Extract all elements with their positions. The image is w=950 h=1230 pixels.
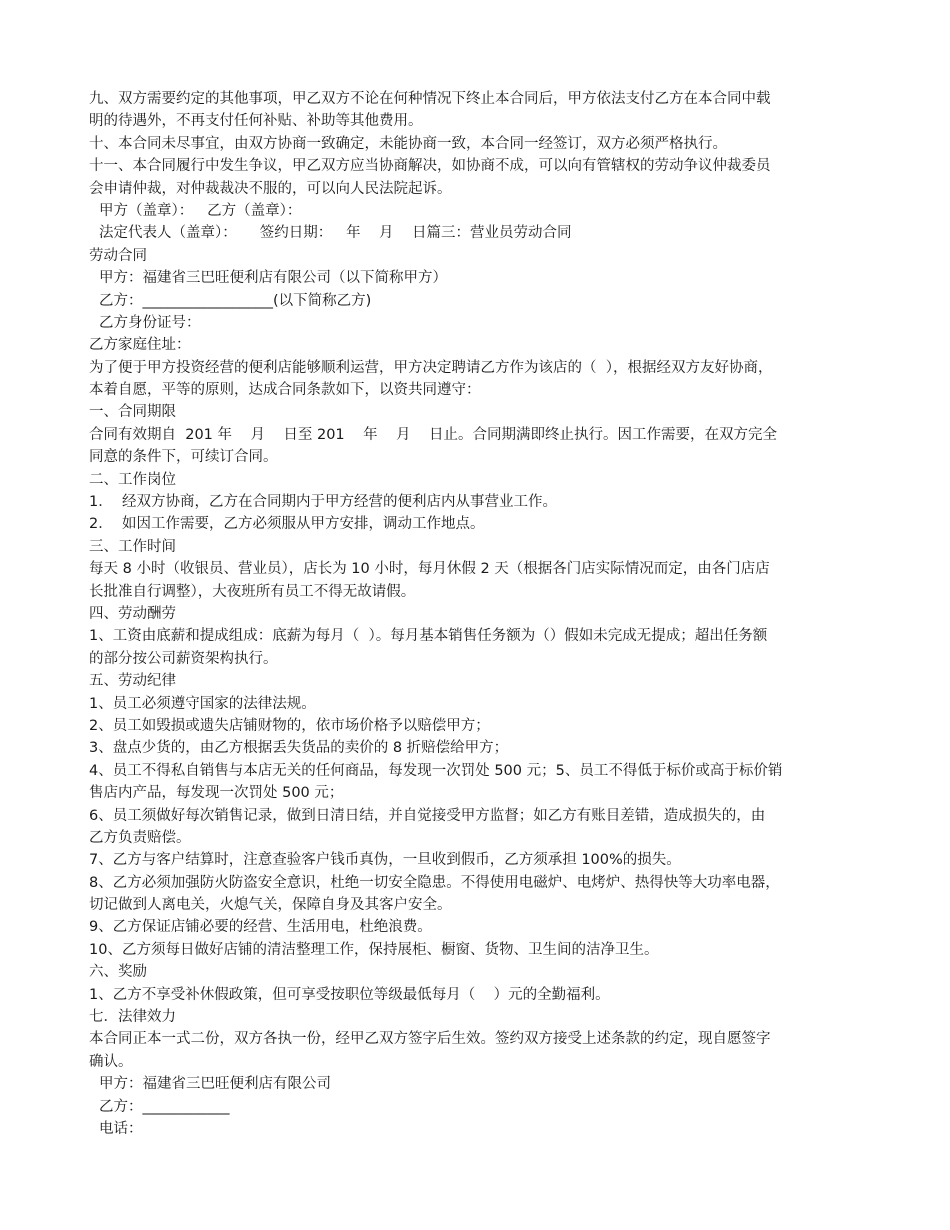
text-line: 一、合同期限 xyxy=(89,404,176,421)
text-line: 电话： xyxy=(99,1120,143,1137)
text-line: 乙方负责赔偿。 xyxy=(89,829,191,846)
text-line: 十一、本合同履行中发生争议，甲乙双方应当协商解决，如协商不成，可以向有管辖权的劳动争议仲裁委员 xyxy=(89,158,771,175)
text-line: 1、乙方不享受补休假政策，但可享受按职位等级最低每月（ ）元的全勤福利。 xyxy=(89,986,610,1003)
text-line: 2、员工如毁损或遗失店铺财物的，依市场价格予以赔偿甲方； xyxy=(89,717,490,734)
text-line: 九、双方需要约定的其他事项，甲乙双方不论在何种情况下终止本合同后，甲方依法支付乙方在本合同中载 xyxy=(89,91,771,107)
text-line: 4、员工不得私自销售与本店无关的任何商品，每发现一次罚处 500 元；5、员工不得低于标价或高于标价销 xyxy=(89,762,783,779)
text-line: 劳动合同 xyxy=(89,247,147,264)
text-line: 3、盘点少货的，由乙方根据丢失货品的卖价的 8 折赔偿给甲方； xyxy=(89,740,509,757)
text-line: 为了便于甲方投资经营的便利店能够顺利运营，甲方决定聘请乙方作为该店的（ ），根据经双方友好协商， xyxy=(89,359,773,376)
text-line: 售店内产品，每发现一次罚处 500 元； xyxy=(89,785,344,802)
text-line: 合同有效期自 201 年 月 日至 201 年 月 日止。合同期满即终止执行。因工作需要，在双方完全 xyxy=(89,426,777,443)
text-line: 三、工作时间 xyxy=(89,538,176,555)
text-line: 乙方身份证号： xyxy=(99,314,201,331)
text-line: 七．法律效力 xyxy=(89,1009,176,1026)
text-line: 10、乙方须每日做好店铺的清洁整理工作，保持展柜、橱窗、货物、卫生间的洁净卫生。 xyxy=(89,941,659,958)
document-body xyxy=(89,88,861,1140)
text-line: 长批准自行调整），大夜班所有员工不得无故请假。 xyxy=(89,583,416,600)
text-line: 本合同正本一式二份，双方各执一份，经甲乙双方签字后生效。签约双方接受上述条款的约定，现自愿签字 xyxy=(89,1031,771,1048)
text-line: 甲方：福建省三巴旺便利店有限公司（以下简称甲方） xyxy=(99,270,447,287)
text-line: 2． 如因工作需要，乙方必须服从甲方安排，调动工作地点。 xyxy=(89,516,485,533)
text-line: 9、乙方保证店铺必要的经营、生活用电，杜绝浪费。 xyxy=(89,919,432,936)
text-line: 五、劳动纪律 xyxy=(89,673,176,690)
text-line: 会申请仲裁，对仲裁裁决不服的，可以向人民法院起诉。 xyxy=(89,180,452,197)
text-line: 同意的条件下，可续订合同。 xyxy=(89,449,278,466)
text-line: 本着自愿，平等的原则，达成合同条款如下，以资共同遵守： xyxy=(89,382,481,399)
text-line: 乙方：__________________(以下简称乙方) xyxy=(99,292,372,309)
text-line: 甲方（盖章）： 乙方（盖章）： xyxy=(99,202,302,219)
text-line: 7、乙方与客户结算时，注意查验客户钱币真伪，一旦收到假币，乙方须承担 100%的损失。 xyxy=(89,852,681,869)
text-line: 6、员工须做好每次销售记录，做到日清日结，并自觉接受甲方监督；如乙方有账目差错，造成损失的，由 xyxy=(89,807,766,824)
text-line: 乙方家庭住址： xyxy=(89,337,191,354)
text-line: 1、工资由底薪和提成组成：底薪为每月（ ）。每月基本销售任务额为（）假如未完成无提成；超出任务额 xyxy=(89,628,768,645)
text-line: 8、乙方必须加强防火防盗安全意识，杜绝一切安全隐患。不得使用电磁炉、电烤炉、热得快等大功率电器， xyxy=(89,874,780,891)
text-line: 每天 8 小时（收银员、营业员），店长为 10 小时，每月休假 2 天（根据各门店实际情况而定，由各门店店 xyxy=(89,561,770,578)
text-line: 1、员工必须遵守国家的法律法规。 xyxy=(89,695,316,712)
text-line: 确认。 xyxy=(89,1053,133,1070)
text-line: 四、劳动酬劳 xyxy=(89,605,176,622)
text-line: 二、工作岗位 xyxy=(89,471,176,488)
text-line: 十、本合同未尽事宜，由双方协商一致确定，未能协商一致，本合同一经签订，双方必须严格执行。 xyxy=(89,135,727,152)
text-line: 甲方：福建省三巴旺便利店有限公司 xyxy=(99,1076,331,1093)
text-line: 乙方：____________ xyxy=(99,1098,230,1115)
text-line: 的部分按公司薪资架构执行。 xyxy=(89,650,278,667)
text-line: 明的待遇外，不再支付任何补贴、补助等其他费用。 xyxy=(89,113,423,130)
text-line: 六、奖励 xyxy=(89,964,147,981)
text-line: 1． 经双方协商，乙方在合同期内于甲方经营的便利店内从事营业工作。 xyxy=(89,494,557,511)
text-line: 切记做到人离电关，火熄气关，保障自身及其客户安全。 xyxy=(89,897,452,914)
text-line: 法定代表人（盖章）： 签约日期： 年 月 日篇三：营业员劳动合同 xyxy=(99,225,572,242)
